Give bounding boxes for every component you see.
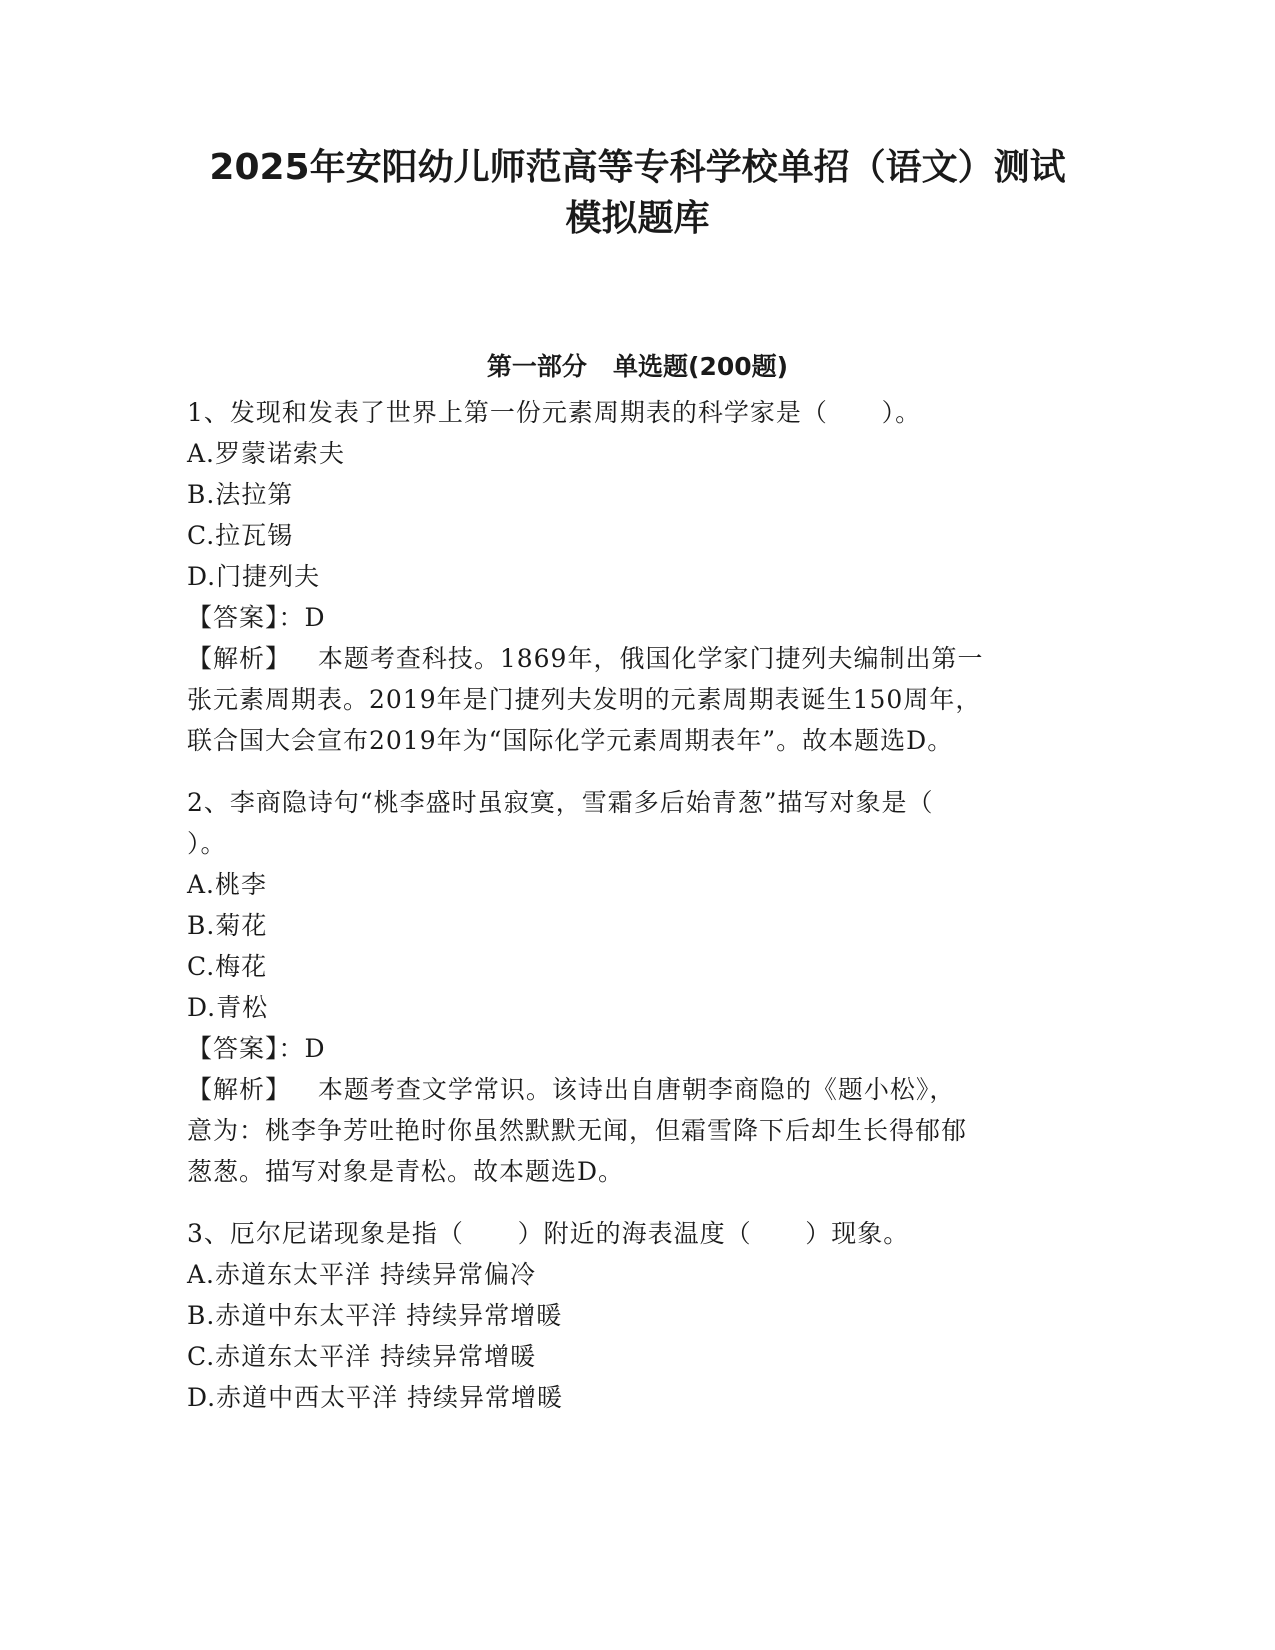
answer: 【答案】：D — [187, 603, 326, 632]
option-c: C.拉瓦锡 — [187, 521, 294, 550]
document-title-line-1: 2025年安阳幼儿师范高等专科学校单招（语文）测试 — [209, 147, 1066, 188]
option-a: A.赤道东太平洋 持续异常偏冷 — [187, 1260, 536, 1289]
option-d: D.青松 — [187, 993, 269, 1022]
analysis-line-1: 【解析】 本题考查文学常识。该诗出自唐朝李商隐的《题小松》， — [187, 1075, 956, 1104]
option-b: B.菊花 — [187, 911, 268, 940]
option-c: C.赤道东太平洋 持续异常增暖 — [187, 1342, 537, 1371]
option-a: A.罗蒙诺索夫 — [187, 439, 346, 468]
analysis-line-3: 联合国大会宣布2019年为“国际化学元素周期表年”。故本题选D。 — [187, 726, 954, 755]
option-d: D.赤道中西太平洋 持续异常增暖 — [187, 1383, 564, 1412]
answer: 【答案】：D — [187, 1034, 326, 1063]
option-a: A.桃李 — [187, 870, 268, 899]
question-stem: 3、厄尔尼诺现象是指（ ）附近的海表温度（ ）现象。 — [187, 1219, 910, 1248]
analysis-line-2: 张元素周期表。2019年是门捷列夫发明的元素周期表诞生150周年， — [187, 685, 982, 714]
analysis-line-1: 【解析】 本题考查科技。1869年，俄国化学家门捷列夫编制出第一 — [187, 644, 984, 673]
section-heading: 第一部分 单选题(200题) — [486, 352, 789, 381]
option-b: B.法拉第 — [187, 480, 294, 509]
document-title-line-2: 模拟题库 — [565, 198, 710, 239]
analysis-line-3: 葱葱。描写对象是青松。故本题选D。 — [187, 1157, 625, 1186]
question-stem: 2、李商隐诗句“桃李盛时虽寂寞，雪霜多后始青葱”描写对象是（ — [187, 788, 934, 817]
analysis-line-2: 意为：桃李争芳吐艳时你虽然默默无闻，但霜雪降下后却生长得郁郁 — [187, 1116, 968, 1145]
option-c: C.梅花 — [187, 952, 268, 981]
option-b: B.赤道中东太平洋 持续异常增暖 — [187, 1301, 563, 1330]
question-stem-continued: ）。 — [187, 829, 227, 858]
question-stem: 1、发现和发表了世界上第一份元素周期表的科学家是（ ）。 — [187, 398, 922, 427]
option-d: D.门捷列夫 — [187, 562, 321, 591]
